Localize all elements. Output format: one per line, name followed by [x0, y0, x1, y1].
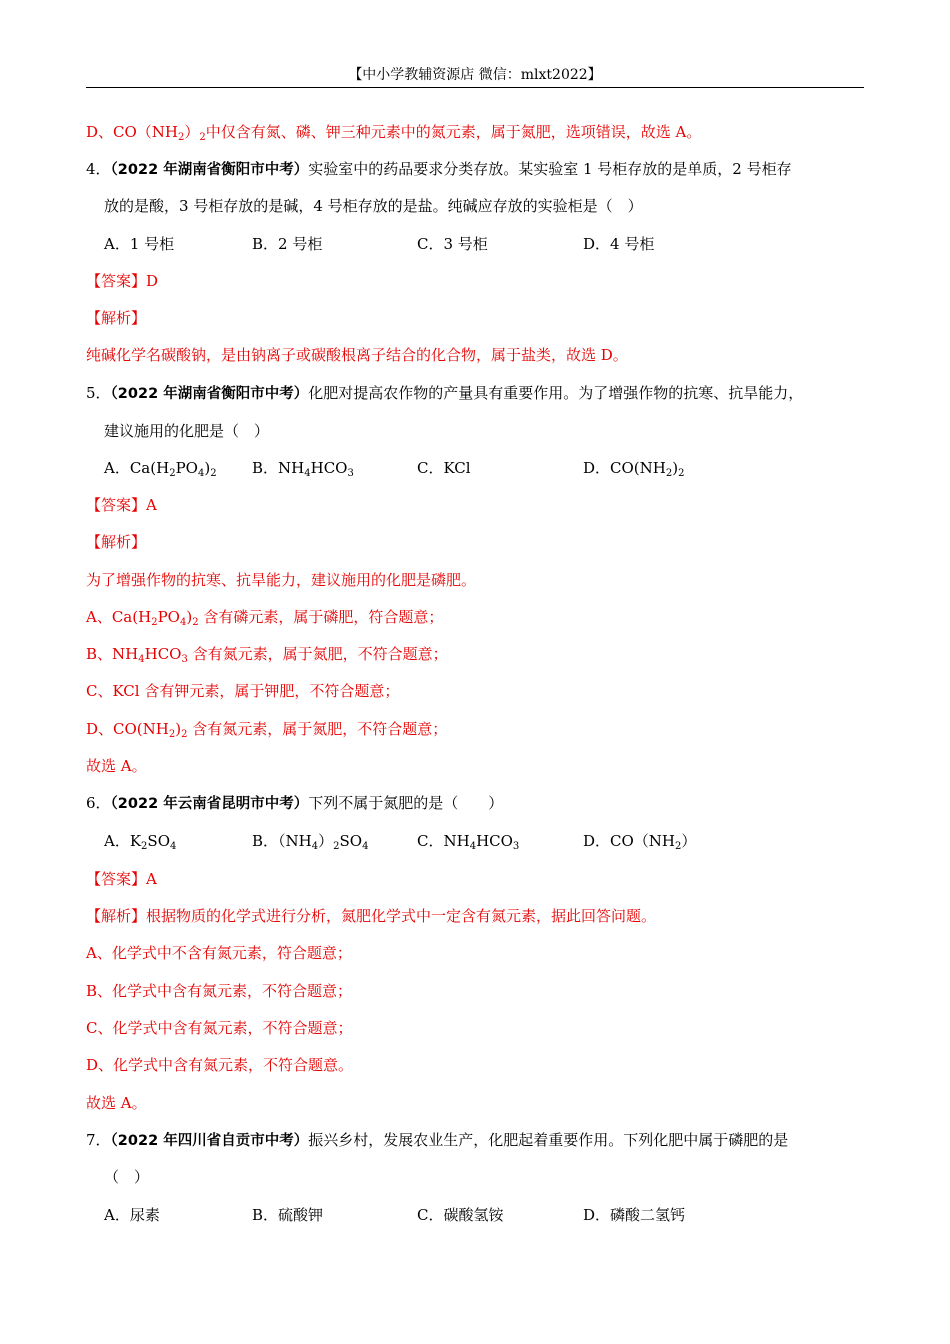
q4-analysis: 纯碱化学名碳酸钠，是由钠离子或碳酸根离子结合的化合物，属于盐类，故选 D。: [86, 346, 628, 364]
q5-source: （2022 年湖南省衡阳市中考）: [110, 386, 309, 402]
q6-analysis-b: B、化学式中含有氮元素，不符合题意；: [86, 982, 353, 1000]
q4-source: （2022 年湖南省衡阳市中考）: [110, 162, 309, 178]
q3-analysis-d: D、$CO(NH_2)_2$中仅含有氮、磷、钾三种元素中的氮元素，属于氮肥，选项错误，故选 A。: [86, 123, 702, 143]
q6-option-d: D．$CO(NH_2)$: [583, 832, 697, 852]
q5-analysis-c: C、KCl 含有钾元素，属于钾肥，不符合题意；: [86, 682, 400, 700]
q7-options: [104, 1204, 864, 1226]
q4-stem-line2: 放的是酸，3 号柜存放的是碱，4 号柜存放的是盐。纯碱应存放的实验柜是（ ）: [104, 197, 643, 215]
q4-option-d: D．4 号柜: [583, 235, 655, 253]
q4-stem-line1: 4．（2022 年湖南省衡阳市中考）实验室中的药品要求分类存放。某实验室 1 号柜存放的是单质，2 号柜存: [86, 160, 792, 178]
q7-stem-line2: （ ）: [104, 1168, 150, 1186]
q4-option-a: A．1 号柜: [104, 235, 175, 253]
q5-option-c: C．KCl: [417, 459, 471, 477]
q4-analysis-label: 【解析】: [86, 309, 147, 327]
q5-analysis-a: A、$Ca(H_2PO_4)_2$ 含有磷元素，属于磷肥，符合题意；: [86, 608, 444, 628]
q6-analysis-c: C、化学式中含有氮元素，不符合题意；: [86, 1019, 353, 1037]
q6-analysis-a: A、化学式中不含有氮元素，符合题意；: [86, 944, 352, 962]
q6-option-b: B．$(NH_4)_2SO_4$: [252, 832, 369, 852]
q4-option-b: B．2 号柜: [252, 235, 323, 253]
q6-option-a: A．$K_2SO_4$: [104, 832, 177, 852]
q6-answer: 【答案】A: [86, 870, 157, 888]
q6-analysis: 【解析】根据物质的化学式进行分析，氮肥化学式中一定含有氮元素，据此回答问题。: [86, 907, 657, 925]
q4-answer: 【答案】D: [86, 272, 159, 290]
q5-stem-line1: 5．（2022 年湖南省衡阳市中考）化肥对提高农作物的产量具有重要作用。为了增强作物的抗寒、抗旱能力，: [86, 384, 804, 402]
q5-answer: 【答案】A: [86, 496, 157, 514]
q6-conclusion: 故选 A。: [86, 1094, 147, 1112]
q5-option-d: D．$CO(NH_2)_2$: [583, 459, 685, 479]
q6-options: [104, 830, 864, 852]
q5-analysis-d: D、$CO(NH_2)_2$ 含有氮元素，属于氮肥，不符合题意；: [86, 720, 448, 740]
q5-analysis-label: 【解析】: [86, 533, 147, 551]
q5-analysis-b: B、$NH_4HCO_3$ 含有氮元素，属于氮肥，不符合题意；: [86, 645, 448, 665]
q6-stem: 6．（2022 年云南省昆明市中考）下列不属于氮肥的是（ ）: [86, 794, 504, 812]
q5-option-b: B．$NH_4HCO_3$: [252, 459, 354, 479]
q7-option-a: A．尿素: [104, 1206, 160, 1224]
q5-stem-line2: 建议施用的化肥是（ ）: [104, 422, 270, 440]
q4-option-c: C．3 号柜: [417, 235, 488, 253]
q5-analysis-intro: 为了增强作物的抗寒、抗旱能力，建议施用的化肥是磷肥。: [86, 571, 477, 589]
q4-options: [104, 233, 864, 255]
q5-options: [104, 457, 864, 479]
q7-option-d: D．磷酸二氢钙: [583, 1206, 686, 1224]
q7-source: （2022 年四川省自贡市中考）: [110, 1133, 309, 1149]
q6-option-c: C．$NH_4HCO_3$: [417, 832, 520, 852]
q7-option-b: B．硫酸钾: [252, 1206, 324, 1224]
q7-stem-line1: 7．（2022 年四川省自贡市中考）振兴乡村，发展农业生产，化肥起着重要作用。下列化肥中属于磷肥的是: [86, 1131, 789, 1149]
page-header: 【中小学教辅资源店 微信：mlxt2022】: [86, 64, 864, 88]
q5-option-a: A．$Ca(H_2PO_4)_2$: [104, 459, 217, 479]
q7-option-c: C．碳酸氢铵: [417, 1206, 504, 1224]
q6-analysis-d: D、化学式中含有氮元素，不符合题意。: [86, 1056, 354, 1074]
q6-source: （2022 年云南省昆明市中考）: [110, 796, 309, 812]
q5-conclusion: 故选 A。: [86, 757, 147, 775]
